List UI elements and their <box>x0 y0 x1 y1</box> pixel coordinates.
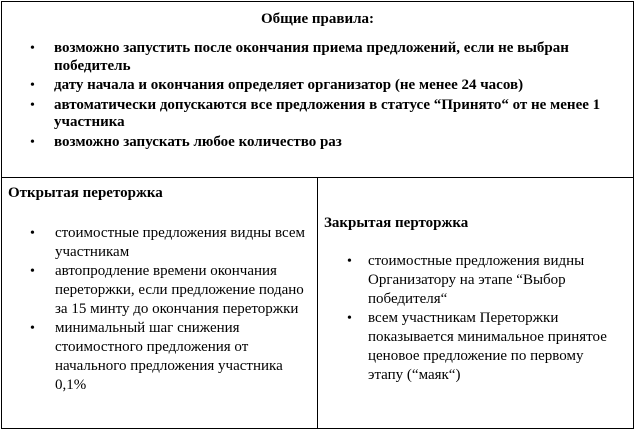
rules-table <box>1 1 634 429</box>
closed-retrade-cell <box>318 178 634 429</box>
closed-retrade-item: • стоимостные предложения видны Организатору на этапе “Выбор победителя“ <box>318 252 633 309</box>
open-retrade-item: • автопродление времени окончания переторжки, если предложение подано за 15 минту до окончания переторжки <box>2 262 317 319</box>
general-rules-list <box>2 40 633 151</box>
closed-retrade-title: Закрытая перторжка <box>324 215 469 231</box>
general-rule-item: • возможно запускать любое количество раз <box>2 134 633 152</box>
open-retrade-item: • минимальный шаг снижения стоимостного предложения от начального предложения участника 0,1% <box>2 319 317 395</box>
general-rule-item: • автоматически допускаются все предложения в статусе “Принято“ от не менее 1 участника <box>2 97 633 132</box>
general-rule-item: • дату начала и окончания определяет организатор (не менее 24 часов) <box>2 77 633 95</box>
general-rules-cell <box>2 2 634 178</box>
open-retrade-cell <box>2 178 318 429</box>
open-retrade-item: • стоимостные предложения видны всем участникам <box>2 224 317 262</box>
general-rules-title: Общие правила: <box>260 11 375 27</box>
closed-retrade-item: • всем участникам Переторжки показывается минимальное принятое ценовое предложение по первому этапу (“маяк“) <box>318 309 633 385</box>
general-rule-item: • возможно запустить после окончания приема предложений, если не выбран победитель <box>2 40 633 75</box>
closed-retrade-list <box>318 252 633 385</box>
open-retrade-list <box>2 224 317 395</box>
open-retrade-title: Открытая переторжка <box>8 185 163 201</box>
